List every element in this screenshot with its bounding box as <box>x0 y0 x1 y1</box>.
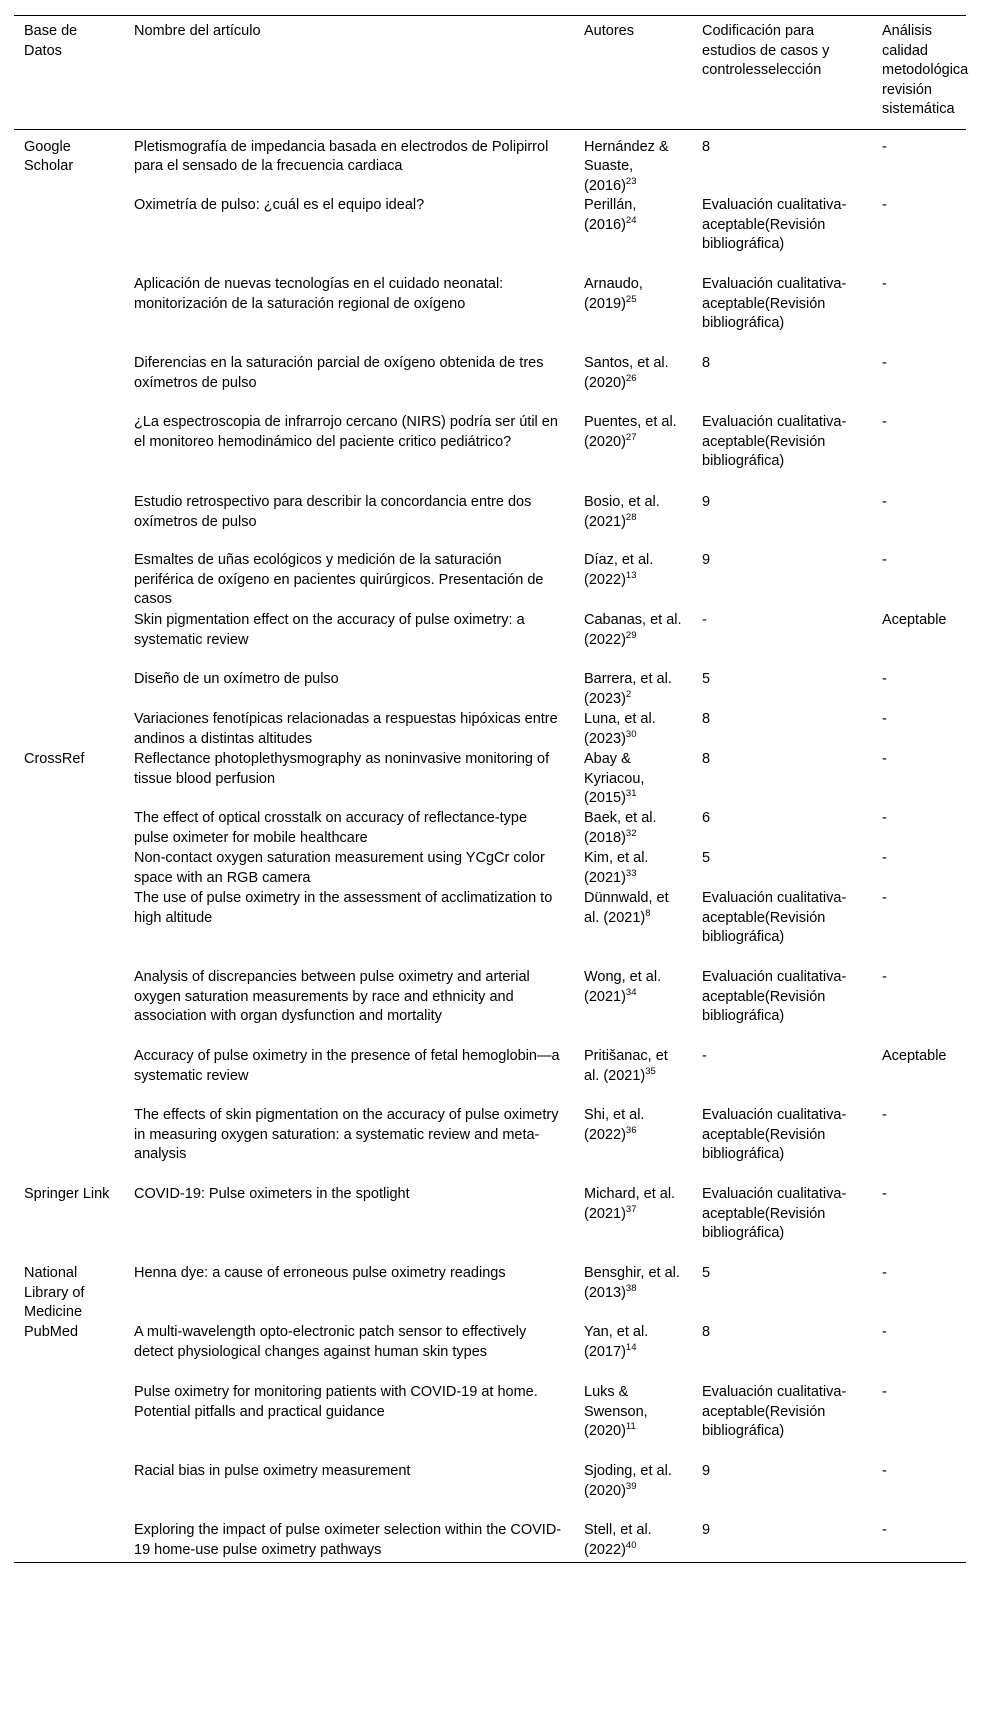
cell-coding: 8 <box>702 355 711 371</box>
cell-coding: 5 <box>702 850 711 866</box>
cell-article-title: The effect of optical crosstalk on accuracy of reflectance-type pulse oximeter for mobile healthcare <box>134 810 528 846</box>
cell-authors <box>574 889 692 968</box>
cell-quality: - <box>882 1522 887 1538</box>
author-text: Luna, et al. (2023) <box>584 711 656 747</box>
cell-database <box>14 275 124 354</box>
articles-table <box>14 15 969 1563</box>
table-row <box>14 551 966 611</box>
reference-number: 29 <box>625 629 637 641</box>
author-text: Perillán, (2016) <box>584 197 637 233</box>
cell-article-title: Pletismografía de impedancia basada en electrodos de Polipirrol para el sensado de la frecuencia cardiaca <box>134 138 549 174</box>
table-row <box>14 1047 966 1106</box>
cell-database: PubMed <box>24 1324 79 1340</box>
cell-quality: - <box>882 969 887 985</box>
table-header <box>14 16 969 130</box>
author-text: Dünnwald, et al. (2021) <box>584 890 669 926</box>
cell-authors <box>574 129 692 196</box>
cell-authors <box>574 750 692 809</box>
author-text: Sjoding, et al. (2020) <box>584 1463 672 1499</box>
author-text: Santos, et al. (2020) <box>584 355 669 391</box>
cell-coding: 8 <box>702 138 711 155</box>
header-authors: Autores <box>574 16 692 130</box>
cell-database <box>14 809 124 849</box>
cell-database <box>14 968 124 1047</box>
cell-quality: - <box>882 414 887 430</box>
author-text: Arnaudo, (2019) <box>584 276 643 312</box>
table-row <box>14 889 966 968</box>
reference-number: 30 <box>625 728 637 740</box>
cell-quality: - <box>882 552 887 568</box>
table-row <box>14 1185 966 1264</box>
cell-coding: 9 <box>702 494 711 510</box>
reference-number: 8 <box>645 907 651 919</box>
author-text: Díaz, et al. (2022) <box>584 552 654 588</box>
cell-coding: 9 <box>702 1522 711 1538</box>
table-row <box>14 611 966 670</box>
reference-number: 14 <box>625 1341 637 1353</box>
cell-article-title: A multi-wavelength opto-electronic patch sensor to effectively detect physiological changes against human skin types <box>134 1324 527 1360</box>
cell-quality: - <box>882 751 887 767</box>
cell-authors <box>574 1106 692 1185</box>
author-text: Yan, et al. (2017) <box>584 1324 649 1360</box>
cell-database <box>14 196 124 275</box>
cell-authors <box>574 670 692 710</box>
cell-database: Springer Link <box>24 1186 110 1202</box>
cell-authors <box>574 1383 692 1462</box>
header-coding: Codificación para estudios de casos y controlesselección <box>692 16 872 130</box>
cell-article-title: Accuracy of pulse oximetry in the presence of fetal hemoglobin—a systematic review <box>134 1048 560 1084</box>
cell-quality: - <box>882 850 887 866</box>
reference-number: 37 <box>625 1203 637 1215</box>
cell-quality: - <box>882 494 887 510</box>
author-text: Wong, et al. (2021) <box>584 969 662 1005</box>
cell-authors <box>574 493 692 551</box>
cell-article-title: Diferencias en la saturación parcial de oxígeno obtenida de tres oxímetros de pulso <box>134 355 544 391</box>
cell-coding: Evaluación cualitativa-aceptable(Revisión bibliográfica) <box>702 197 847 252</box>
cell-database <box>14 1462 124 1521</box>
reference-number: 2 <box>625 688 632 700</box>
cell-article-title: Skin pigmentation effect on the accuracy of pulse oximetry: a systematic review <box>134 612 525 648</box>
cell-authors <box>574 551 692 611</box>
cell-database <box>14 611 124 670</box>
reference-number: 23 <box>625 175 637 187</box>
cell-quality: - <box>882 355 887 371</box>
cell-coding: 5 <box>702 1265 711 1281</box>
reference-number: 25 <box>625 293 637 305</box>
cell-article-title: COVID-19: Pulse oximeters in the spotlight <box>134 1186 410 1202</box>
table-row <box>14 1383 966 1462</box>
author-text: Pritišanac, et al. (2021) <box>584 1048 668 1084</box>
reference-number: 38 <box>625 1282 637 1294</box>
author-text: Luks & Swenson, (2020) <box>584 1384 648 1439</box>
cell-article-title: Analysis of discrepancies between pulse oximetry and arterial oxygen saturation measurements by race and ethnicity and association with organ dysfunction and mortality <box>134 969 530 1024</box>
cell-quality: - <box>882 1463 887 1479</box>
cell-database <box>14 354 124 413</box>
cell-database <box>14 493 124 551</box>
cell-database <box>14 889 124 968</box>
cell-article-title: Non-contact oxygen saturation measurement using YCgCr color space with an RGB camera <box>134 850 545 886</box>
cell-coding: 9 <box>702 1463 711 1479</box>
cell-article-title: Reflectance photoplethysmography as noninvasive monitoring of tissue blood perfusion <box>134 751 550 787</box>
cell-database: National Library of Medicine <box>24 1265 85 1320</box>
cell-database <box>14 1521 124 1563</box>
reference-number: 33 <box>625 867 637 879</box>
reference-number: 39 <box>625 1480 637 1492</box>
cell-database <box>14 413 124 493</box>
author-text: Cabanas, et al. (2022) <box>584 612 682 648</box>
cell-coding: Evaluación cualitativa-aceptable(Revisión bibliográfica) <box>702 890 847 945</box>
cell-quality: - <box>882 810 887 826</box>
cell-coding: Evaluación cualitativa-aceptable(Revisión bibliográfica) <box>702 1186 847 1241</box>
table-row <box>14 1106 966 1185</box>
cell-database: CrossRef <box>24 751 85 767</box>
author-text: Abay & Kyriacou, (2015) <box>584 751 645 806</box>
cell-quality: Aceptable <box>882 612 947 628</box>
table-row <box>14 670 966 710</box>
cell-authors <box>574 1323 692 1383</box>
cell-database <box>14 1047 124 1106</box>
cell-article-title: Estudio retrospectivo para describir la concordancia entre dos oxímetros de pulso <box>134 494 532 530</box>
cell-database <box>14 1106 124 1185</box>
reference-number: 40 <box>625 1539 637 1551</box>
cell-quality: - <box>882 1384 887 1400</box>
cell-quality: - <box>882 276 887 292</box>
cell-article-title: Esmaltes de uñas ecológicos y medición de la saturación periférica de oxígeno en pacientes quirúrgicos. Presentación de casos <box>134 552 544 607</box>
table-row <box>14 129 966 196</box>
cell-database <box>14 849 124 889</box>
author-text: Baek, et al. (2018) <box>584 810 657 846</box>
reference-number: 36 <box>625 1124 637 1136</box>
cell-authors <box>574 354 692 413</box>
table-row <box>14 750 966 809</box>
cell-authors <box>574 968 692 1047</box>
cell-article-title: Aplicación de nuevas tecnologías en el cuidado neonatal: monitorización de la saturación regional de oxígeno <box>134 276 504 312</box>
cell-quality: - <box>882 1324 887 1340</box>
cell-authors <box>574 809 692 849</box>
author-text: Puentes, et al. (2020) <box>584 414 677 450</box>
cell-database <box>14 1383 124 1462</box>
cell-authors <box>574 849 692 889</box>
cell-article-title: Oximetría de pulso: ¿cuál es el equipo ideal? <box>134 197 425 213</box>
cell-authors <box>574 196 692 275</box>
author-text: Kim, et al. (2021) <box>584 850 649 886</box>
table-row <box>14 493 966 551</box>
cell-authors <box>574 1521 692 1563</box>
cell-coding: - <box>702 1048 707 1064</box>
cell-database <box>14 551 124 611</box>
reference-number: 24 <box>625 214 637 226</box>
cell-article-title: Henna dye: a cause of erroneous pulse oximetry readings <box>134 1265 506 1281</box>
cell-article-title: Variaciones fenotípicas relacionadas a respuestas hipóxicas entre andinos a distintas altitudes <box>134 711 558 747</box>
table-row <box>14 354 966 413</box>
reference-number: 11 <box>625 1421 636 1433</box>
author-text: Michard, et al. (2021) <box>584 1186 676 1222</box>
reference-number: 35 <box>645 1065 656 1077</box>
author-text: Shi, et al. (2022) <box>584 1107 645 1143</box>
cell-coding: Evaluación cualitativa-aceptable(Revisión bibliográfica) <box>702 1107 847 1162</box>
cell-coding: Evaluación cualitativa-aceptable(Revisión bibliográfica) <box>702 1384 847 1439</box>
cell-coding: 6 <box>702 810 711 826</box>
cell-quality: - <box>882 138 887 155</box>
cell-article-title: ¿La espectroscopia de infrarrojo cercano (NIRS) podría ser útil en el monitoreo hemodinámico del paciente critico pediátrico? <box>134 414 558 450</box>
cell-quality: - <box>882 1107 887 1123</box>
cell-authors <box>574 1264 692 1323</box>
cell-article-title: Exploring the impact of pulse oximeter selection within the COVID-19 home-use pulse oximetry pathways <box>134 1522 562 1558</box>
cell-quality: - <box>882 197 887 213</box>
reference-number: 27 <box>625 431 637 443</box>
table-row <box>14 968 966 1047</box>
table-row <box>14 413 966 493</box>
author-text: Barrera, et al. (2023) <box>584 671 672 707</box>
cell-quality: - <box>882 1265 887 1281</box>
author-text: Bosio, et al. (2021) <box>584 494 660 530</box>
author-text: Stell, et al. (2022) <box>584 1522 652 1558</box>
cell-coding: 8 <box>702 711 711 727</box>
table-row <box>14 196 966 275</box>
cell-database <box>14 710 124 750</box>
table-row <box>14 275 966 354</box>
cell-coding: Evaluación cualitativa-aceptable(Revisión bibliográfica) <box>702 414 847 469</box>
reference-number: 34 <box>625 986 637 998</box>
header-row <box>14 16 966 130</box>
reference-number: 28 <box>625 511 637 523</box>
header-database: Base de Datos <box>14 16 124 130</box>
cell-article-title: Racial bias in pulse oximetry measurement <box>134 1463 411 1479</box>
table-row <box>14 1462 966 1521</box>
cell-article-title: The use of pulse oximetry in the assessment of acclimatization to high altitude <box>134 890 553 926</box>
cell-coding: 5 <box>702 671 711 687</box>
reference-number: 31 <box>625 788 637 800</box>
cell-quality: - <box>882 711 887 727</box>
cell-quality: - <box>882 1186 887 1202</box>
table-body <box>14 129 966 1563</box>
cell-database <box>14 670 124 710</box>
cell-authors <box>574 710 692 750</box>
cell-coding: - <box>702 612 707 628</box>
cell-coding: 8 <box>702 751 711 767</box>
table-row <box>14 1521 966 1563</box>
cell-authors <box>574 1047 692 1106</box>
reference-number: 32 <box>625 827 637 839</box>
reference-number: 26 <box>625 372 637 384</box>
author-text: Bensghir, et al. (2013) <box>584 1265 680 1301</box>
header-article-name: Nombre del artículo <box>124 16 574 130</box>
cell-authors <box>574 1185 692 1264</box>
cell-authors <box>574 413 692 493</box>
table-row <box>14 1323 966 1383</box>
header-quality-analysis: Análisis calidad metodológica revisión sistemática <box>872 16 966 130</box>
cell-quality: - <box>882 890 887 906</box>
cell-coding: 9 <box>702 552 711 568</box>
table-row <box>14 1264 966 1323</box>
cell-coding: Evaluación cualitativa-aceptable(Revisión bibliográfica) <box>702 969 847 1024</box>
cell-authors <box>574 1462 692 1521</box>
cell-authors <box>574 611 692 670</box>
cell-database: Google Scholar <box>24 138 74 174</box>
table-row <box>14 809 966 849</box>
cell-quality: - <box>882 671 887 687</box>
cell-authors <box>574 275 692 354</box>
author-text: Hernández & Suaste, (2016) <box>584 138 669 194</box>
cell-article-title: Diseño de un oxímetro de pulso <box>134 671 339 687</box>
table-row <box>14 710 966 750</box>
cell-coding: 8 <box>702 1324 711 1340</box>
cell-article-title: The effects of skin pigmentation on the accuracy of pulse oximetry in measuring oxygen saturation: a systematic review and meta-analysis <box>134 1107 559 1162</box>
cell-quality: Aceptable <box>882 1048 947 1064</box>
cell-article-title: Pulse oximetry for monitoring patients with COVID-19 at home. Potential pitfalls and practical guidance <box>134 1384 538 1420</box>
table-row <box>14 849 966 889</box>
cell-coding: Evaluación cualitativa-aceptable(Revisión bibliográfica) <box>702 276 847 331</box>
reference-number: 13 <box>625 569 637 581</box>
